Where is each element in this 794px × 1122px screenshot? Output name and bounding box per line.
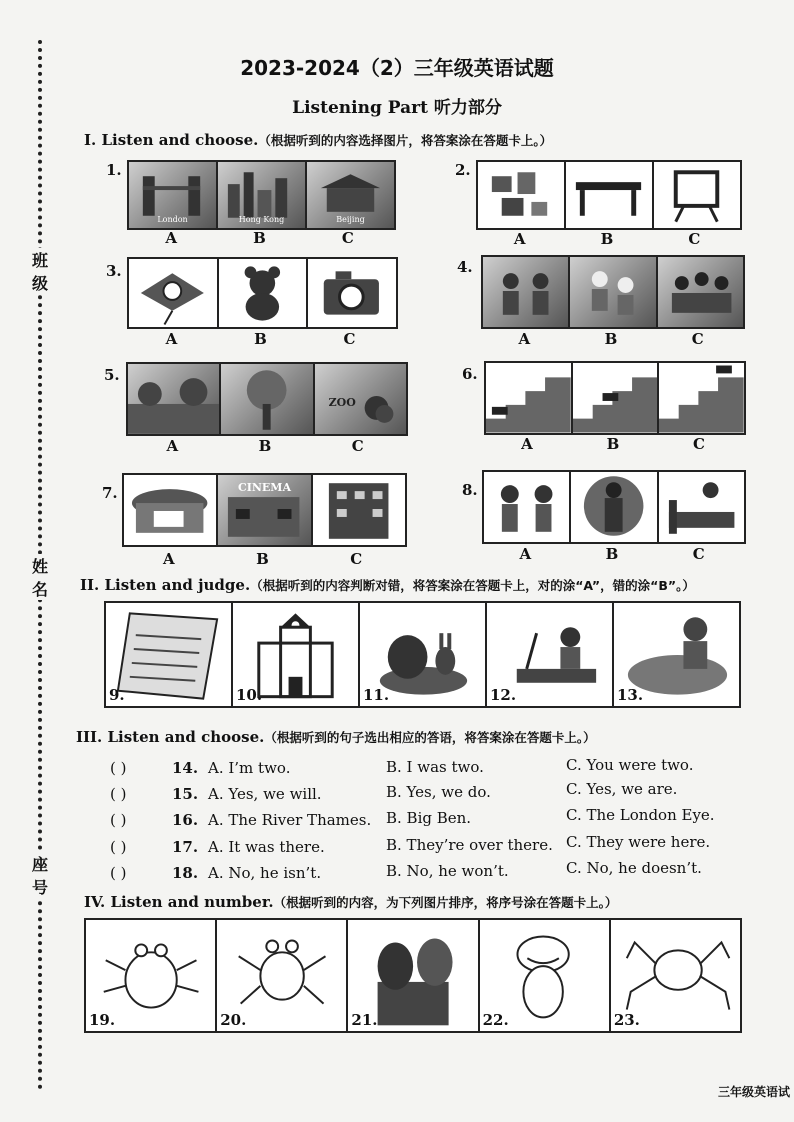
option-14-a: A. I’m two. — [208, 759, 291, 777]
stairs-dog-icon — [486, 363, 571, 433]
children-group-icon — [658, 257, 743, 327]
option-18-b: B. No, he won’t. — [386, 862, 509, 880]
section-1-note: （根据听到的内容选择图片，将答案涂在答题卡上。） — [258, 133, 553, 148]
answer-blank-14[interactable]: ( ) — [110, 759, 127, 777]
section-4-heading — [84, 893, 617, 911]
number-picture-22[interactable] — [480, 920, 611, 1031]
question-5-option-b: B — [258, 437, 272, 455]
section-2-title: II. Listen and judge. — [80, 576, 251, 594]
answer-row-14 — [110, 759, 198, 777]
question-8-option-a-picture[interactable] — [484, 472, 571, 542]
question-8-option-a: A — [519, 545, 532, 563]
camera-icon — [308, 259, 396, 327]
option-16-a: A. The River Thames. — [208, 811, 372, 829]
answer-blank-18[interactable]: ( ) — [110, 864, 127, 882]
question-6-option-b-picture[interactable] — [573, 363, 660, 433]
judge-number-10: 10. — [236, 686, 263, 704]
side-label-name: 姓名 — [26, 554, 54, 600]
stairs-dog-icon — [659, 363, 744, 433]
number-label-22: 22. — [482, 1011, 509, 1029]
answer-blank-16[interactable]: ( ) — [110, 811, 127, 829]
question-1-option-a: A — [165, 229, 177, 247]
question-5-option-b-picture[interactable] — [221, 364, 314, 434]
page-subtitle: Listening Part 听力部分 — [292, 98, 502, 118]
judge-picture-11[interactable] — [360, 603, 487, 706]
question-5-option-a: A — [166, 437, 179, 455]
question-3-number: 3. — [106, 262, 122, 280]
section-4-note: （根据听到的内容，为下列图片排序，将序号涂在答题卡上。） — [273, 895, 618, 910]
hospital-icon — [313, 475, 405, 545]
question-3-option-a-picture[interactable] — [129, 259, 219, 327]
question-1-option-c-picture[interactable] — [307, 162, 394, 228]
option-18-a: A. No, he isn’t. — [208, 864, 322, 882]
answer-blank-15[interactable]: ( ) — [110, 785, 127, 803]
question-7-option-a: A — [163, 550, 175, 568]
question-3-pictures — [127, 257, 398, 329]
question-3-option-b: B — [254, 330, 267, 348]
question-17-number: 17. — [172, 838, 199, 856]
question-1-option-b-picture[interactable] — [218, 162, 307, 228]
question-4-option-c: C — [691, 330, 704, 348]
question-1-number: 1. — [106, 161, 122, 179]
question-18-number: 18. — [172, 864, 199, 882]
question-7-option-b: B — [256, 550, 269, 568]
children-playing-icon — [570, 257, 655, 327]
section-3-heading — [76, 728, 596, 746]
number-picture-19[interactable] — [86, 920, 217, 1031]
option-17-c: C. They were here. — [566, 833, 711, 851]
judge-number-12: 12. — [490, 686, 517, 704]
diary-page-icon — [106, 603, 231, 706]
question-2-pictures — [476, 160, 742, 230]
question-8-option-b-picture[interactable] — [571, 472, 658, 542]
question-6-pictures — [484, 361, 746, 435]
number-picture-21[interactable] — [348, 920, 479, 1031]
section-1-heading — [84, 131, 552, 149]
question-8-pictures — [482, 470, 746, 544]
question-1-caption-a: London — [157, 215, 188, 224]
teddy-bear-icon — [219, 259, 307, 327]
side-label-class: 班级 — [26, 248, 54, 294]
question-2-option-b-picture[interactable] — [566, 162, 654, 228]
question-6-number: 6. — [462, 365, 478, 383]
question-4-option-b-picture[interactable] — [570, 257, 657, 327]
section-2-note: （根据听到的内容判断对错，将答案涂在答题卡上，对的涂“A”，错的涂“B”。） — [250, 578, 695, 593]
option-15-a: A. Yes, we will. — [208, 785, 322, 803]
option-17-b: B. They’re over there. — [386, 836, 553, 854]
question-14-number: 14. — [172, 759, 199, 777]
judge-number-13: 13. — [617, 686, 644, 704]
question-8-option-c: C — [692, 545, 705, 563]
question-3-option-c: C — [343, 330, 356, 348]
question-5-option-c: C — [351, 437, 364, 455]
section-4-title: IV. Listen and number. — [84, 893, 274, 911]
question-3-option-a: A — [165, 330, 178, 348]
judge-picture-13[interactable] — [614, 603, 739, 706]
option-14-c: C. You were two. — [566, 756, 694, 774]
question-7-option-a-picture[interactable] — [124, 475, 218, 545]
number-label-23: 23. — [613, 1011, 640, 1029]
footer-label: 三年级英语试 — [717, 1085, 790, 1099]
option-15-c: C. Yes, we are. — [566, 780, 678, 798]
question-6-option-c: C — [693, 435, 705, 453]
question-6-options — [484, 435, 742, 453]
judge-picture-9[interactable] — [106, 603, 233, 706]
question-3-option-c-picture[interactable] — [308, 259, 396, 327]
museum-icon — [124, 475, 216, 545]
question-4-option-a-picture[interactable] — [483, 257, 570, 327]
question-4-number: 4. — [457, 258, 473, 276]
question-7-pictures — [122, 473, 407, 547]
tree-icon — [221, 364, 312, 434]
section-3-title: III. Listen and choose. — [76, 728, 265, 746]
question-7-number: 7. — [102, 484, 118, 502]
park-icon — [128, 364, 219, 434]
mother-child-icon — [571, 472, 656, 542]
question-2-number: 2. — [455, 161, 471, 179]
kite-icon — [129, 259, 217, 327]
question-8-option-b: B — [605, 545, 619, 563]
question-4-options — [481, 330, 741, 348]
question-4-option-b: B — [604, 330, 618, 348]
question-7-caption-b: CINEMA — [237, 481, 292, 494]
question-1-caption-c: Beijing — [336, 215, 365, 224]
question-6-option-a: A — [521, 435, 533, 453]
answer-blank-17[interactable]: ( ) — [110, 838, 127, 856]
kids-gift-icon — [484, 472, 569, 542]
bed-icon — [659, 472, 744, 542]
option-16-b: B. Big Ben. — [386, 809, 472, 827]
option-18-c: C. No, he doesn’t. — [566, 859, 702, 877]
question-4-pictures — [481, 255, 745, 329]
question-15-number: 15. — [172, 785, 199, 803]
question-7-options — [122, 550, 403, 568]
answer-row-16 — [110, 811, 198, 829]
question-6-option-b: B — [606, 435, 620, 453]
question-2-option-a-picture[interactable] — [478, 162, 566, 228]
question-6-option-c-picture[interactable] — [659, 363, 744, 433]
question-1-options — [127, 229, 392, 247]
stamps-icon — [478, 162, 564, 228]
question-8-number: 8. — [462, 481, 478, 499]
option-16-c: C. The London Eye. — [566, 806, 715, 824]
question-1-caption-b: Hong Kong — [238, 215, 285, 224]
question-5-caption-c: ZOO — [328, 396, 356, 409]
number-picture-23[interactable] — [611, 920, 740, 1031]
table-icon — [566, 162, 652, 228]
question-2-option-c-picture[interactable] — [654, 162, 740, 228]
question-5-number: 5. — [104, 366, 120, 384]
judge-picture-12[interactable] — [487, 603, 614, 706]
judge-number-11: 11. — [363, 686, 390, 704]
answer-row-17 — [110, 838, 198, 856]
answer-row-15 — [110, 785, 198, 803]
question-2-options — [476, 230, 738, 248]
question-7-option-b-picture[interactable] — [218, 475, 312, 545]
page-title: 2023-2024（2）三年级英语试题 — [240, 56, 554, 80]
question-3-option-b-picture[interactable] — [219, 259, 309, 327]
question-5-option-a-picture[interactable] — [128, 364, 221, 434]
question-5-options — [126, 437, 404, 455]
judge-number-9: 9. — [109, 686, 125, 704]
question-8-option-c-picture[interactable] — [659, 472, 744, 542]
question-5-pictures — [126, 362, 408, 436]
section-2-heading — [80, 576, 695, 594]
question-7-option-c-picture[interactable] — [313, 475, 405, 545]
question-1-option-c: C — [341, 229, 354, 247]
question-4-option-a: A — [518, 330, 531, 348]
section-3-note: （根据听到的句子选出相应的答语，将答案涂在答题卡上。） — [264, 730, 596, 745]
option-17-a: A. It was there. — [208, 838, 325, 856]
option-15-b: B. Yes, we do. — [386, 783, 491, 801]
number-label-20: 20. — [220, 1011, 247, 1029]
question-2-option-a: A — [513, 230, 526, 248]
children-icon — [483, 257, 568, 327]
question-8-options — [482, 545, 742, 563]
number-label-19: 19. — [89, 1011, 116, 1029]
question-1-option-a-picture[interactable] — [129, 162, 218, 228]
number-label-21: 21. — [351, 1011, 378, 1029]
number-pictures — [84, 918, 742, 1033]
number-picture-20[interactable] — [217, 920, 348, 1031]
question-6-option-a-picture[interactable] — [486, 363, 573, 433]
question-2-option-b: B — [600, 230, 614, 248]
side-label-seat: 座号 — [26, 852, 54, 898]
question-5-option-c-picture[interactable] — [315, 364, 406, 434]
question-2-option-c: C — [688, 230, 701, 248]
option-14-b: B. I was two. — [386, 758, 484, 776]
stairs-dog-icon — [573, 363, 658, 433]
question-7-option-c: C — [350, 550, 363, 568]
question-4-option-c-picture[interactable] — [658, 257, 743, 327]
judge-picture-10[interactable] — [233, 603, 360, 706]
question-1-pictures — [127, 160, 396, 230]
judge-pictures — [104, 601, 741, 708]
question-3-options — [127, 330, 394, 348]
question-1-option-b: B — [253, 229, 266, 247]
section-1-title: I. Listen and choose. — [84, 131, 259, 149]
answer-row-18 — [110, 864, 198, 882]
easel-icon — [654, 162, 740, 228]
question-16-number: 16. — [172, 811, 199, 829]
